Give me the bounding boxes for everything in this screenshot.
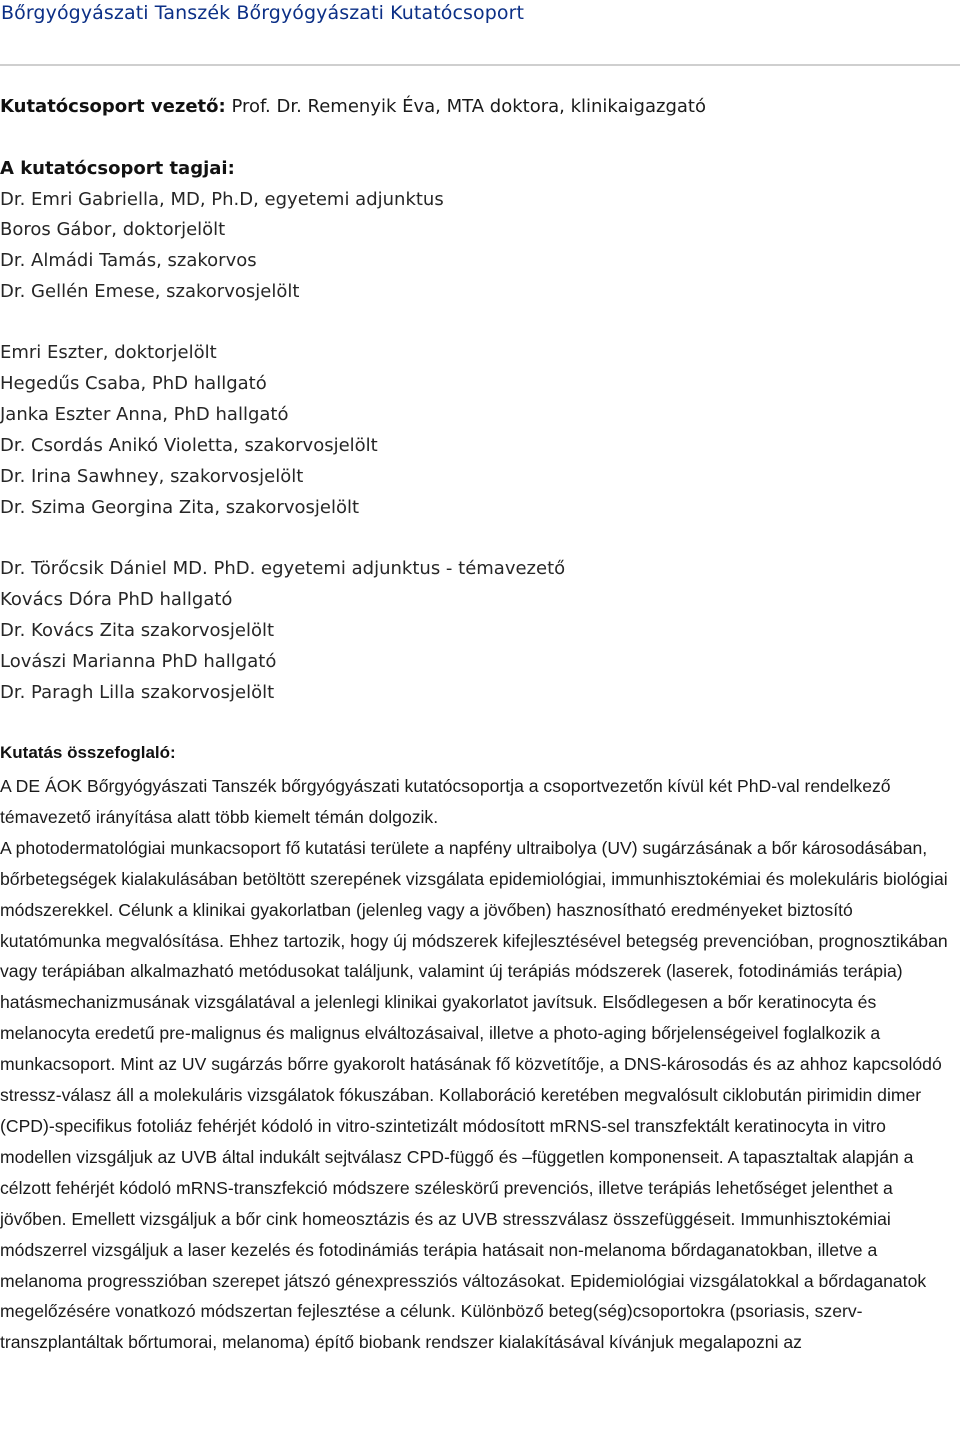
summary-heading: Kutatás összefoglaló: bbox=[0, 743, 176, 762]
page-title[interactable]: Bőrgyógyászati Tanszék Bőrgyógyászati Kutatócsoport bbox=[1, 2, 525, 24]
header-bar bbox=[0, 0, 960, 66]
member-item: Boros Gábor, doktorjelölt bbox=[0, 219, 226, 240]
member-item: Dr. Paragh Lilla szakorvosjelölt bbox=[0, 682, 275, 703]
member-item: Dr. Csordás Anikó Violetta, szakorvosjelölt bbox=[0, 435, 378, 456]
group-leader-label: Kutatócsoport vezető: bbox=[0, 96, 226, 117]
member-item: Dr. Gellén Emese, szakorvosjelölt bbox=[0, 281, 300, 302]
member-item: Dr. Emri Gabriella, MD, Ph.D, egyetemi adjunktus bbox=[0, 189, 444, 210]
member-item: Hegedűs Csaba, PhD hallgató bbox=[0, 373, 267, 394]
member-item: Kovács Dóra PhD hallgató bbox=[0, 589, 233, 610]
summary-paragraph-photodermatology: A photodermatológiai munkacsoport fő kutatási területe a napfény ultraibolya (UV) sugárzásának a bőr károsodásában, bőrbetegségek kialakulásában betöltött szerepének vizsgálata epidemiológiai, immunhisztokémiai és molekuláris biológiai módszerekkel. Célunk a klinikai gyakorlatban (jelenleg vagy a jövőben) hasznosítható eredményeket biztosító kutatómunka megvalósítása. Ehhez tartozik, hogy új módszerek kifejlesztésével betegség prevencióban, prognosztikában vagy terápiában alkalmazható metódusokat találjunk, valamint új terápiás módszerek (laserek, fotodinámiás terápia) hatásmechanizmusának vizsgálatával a jelenlegi klinikai gyakorlatot javítsuk. Elsődlegesen a bőr keratinocyta és melanocyta eredetű pre-malignus és malignus elváltozásaival, illetve a photo-aging bőrjelenségeivel foglalkozik a munkacsoport. Mint az UV sugárzás bőrre gyakorolt hatásának fő közvetítője, a DNS-károsodás és az ahhoz kapcsolódó stressz-válasz áll a molekuláris vizsgálatok fókuszában. Kollaboráció keretében megvalósult ciklobután pirimidin dimer (CPD)-specifikus fotoliáz fehérjét kódoló in vitro-szintetizált módosított mRNS-sel transzfektált keratinocyta in vitro modellen vizsgáljuk az UVB által indukált sejtválasz CPD-függő és –független komponenseit. A tapasztaltak alapján a célzott fehérjét kódoló mRNS-transzfekció módszere széleskörű prevenciós, illetve terápiás lehetőséget jelenthet a jövőben. Emellett vizsgáljuk a bőr cink homeosztázis és az UVB stresszválasz összefüggéseit. Immunhisztokémiai módszerrel vizsgáljuk a laser kezelés és fotodinámiás terápia hatásait non-melanoma bőrdaganatokban, illetve a melanoma progresszióban szerepet játszó génexpressziós változásokat. Epidemiológiai vizsgálatokkal a bőrdaganatok megelőzésére vonatkozó módszertan fejlesztése a célunk. Különböző beteg(ség)csoportokra (psoriasis, szerv-transzplantáltak bőrtumorai, melanoma) építő biobank rendszer kialakításával kívánjuk megalapozni az bbox=[0, 837, 948, 1353]
member-item: Dr. Almádi Tamás, szakorvos bbox=[0, 250, 257, 271]
summary-paragraph-intro: A DE ÁOK Bőrgyógyászati Tanszék bőrgyógyászati kutatócsoportja a csoportvezetőn kívül két PhD-val rendelkező témavezető irányítása alatt több kiemelt témán dolgozik. bbox=[0, 776, 891, 827]
group-leader-value: Prof. Dr. Remenyik Éva, MTA doktora, klinikaigazgató bbox=[225, 96, 706, 117]
member-item: Dr. Irina Sawhney, szakorvosjelölt bbox=[0, 466, 304, 487]
member-item: Dr. Szima Georgina Zita, szakorvosjelölt bbox=[0, 497, 360, 518]
member-item: Janka Eszter Anna, PhD hallgató bbox=[0, 404, 289, 425]
member-item: Lovászi Marianna PhD hallgató bbox=[0, 651, 277, 672]
member-item: Dr. Kovács Zita szakorvosjelölt bbox=[0, 620, 275, 641]
group-leader-line bbox=[0, 93, 706, 121]
members-heading: A kutatócsoport tagjai: bbox=[0, 158, 235, 179]
member-item: Emri Eszter, doktorjelölt bbox=[0, 342, 217, 363]
summary-text bbox=[0, 771, 952, 1358]
member-item: Dr. Törőcsik Dániel MD. PhD. egyetemi adjunktus - témavezető bbox=[0, 558, 566, 579]
